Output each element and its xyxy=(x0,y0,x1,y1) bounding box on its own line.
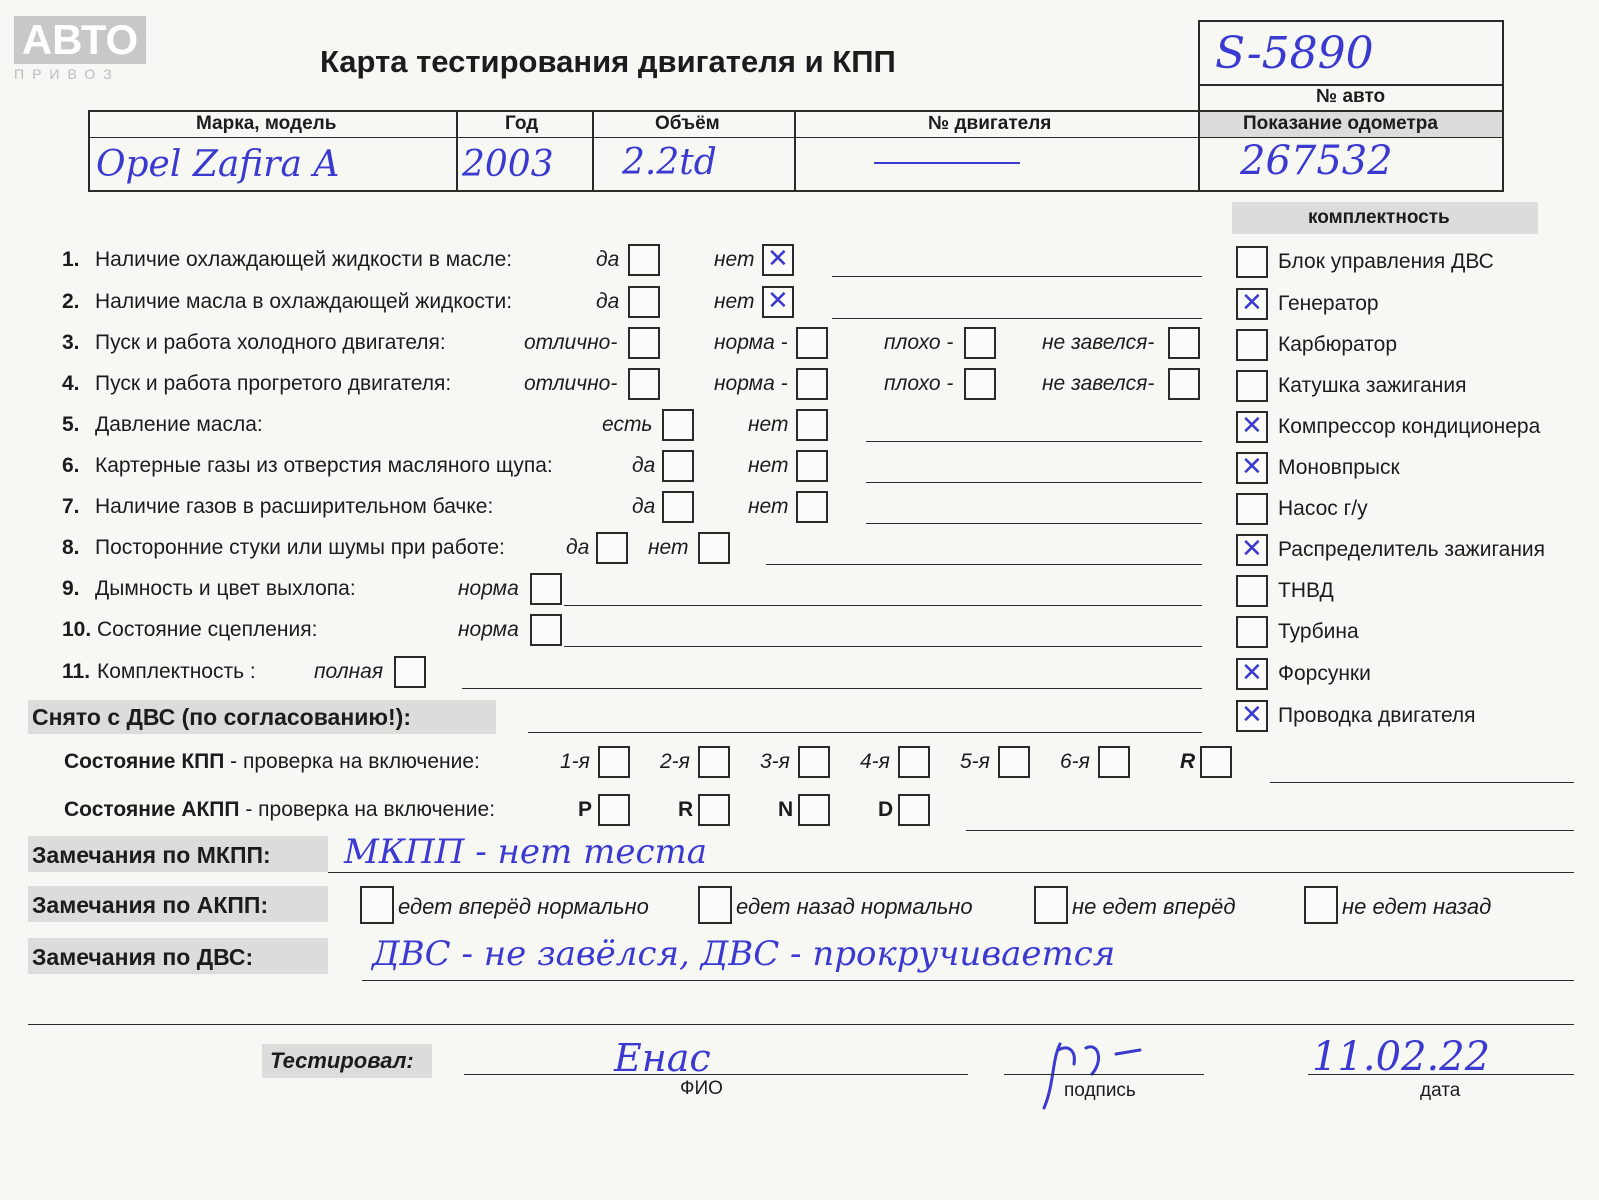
q2-no-check-mark: ✕ xyxy=(767,286,789,316)
q4-not-started-checkbox[interactable] xyxy=(1168,368,1200,400)
kit-title: комплектность xyxy=(1308,207,1450,228)
kit-mono-injection-label: Моновпрыск xyxy=(1278,456,1400,479)
q3-not-started-checkbox[interactable] xyxy=(1168,327,1200,359)
q10-notes-line xyxy=(564,646,1202,647)
q3-opt-normal: норма - xyxy=(714,331,788,354)
q3-opt-not-started: не завелся- xyxy=(1042,331,1155,354)
kpp-gear-1-checkbox[interactable] xyxy=(598,746,630,778)
kit-injectors-check-mark: ✕ xyxy=(1241,658,1263,688)
q10-normal-checkbox[interactable] xyxy=(530,614,562,646)
q8-text: Посторонние стуки или шумы при работе: xyxy=(95,536,505,559)
q2-yes-checkbox[interactable] xyxy=(628,286,660,318)
kit-ac-compressor-label: Компрессор кондиционера xyxy=(1278,415,1541,438)
kit-wiring-check-mark: ✕ xyxy=(1241,700,1263,730)
q7-opt-yes: да xyxy=(632,495,656,518)
q7-num: 7. xyxy=(62,495,80,518)
logo-text: АВТО xyxy=(14,16,146,64)
kpp-label-bold: Состояние КПП xyxy=(64,750,225,773)
kit-ecu-checkbox[interactable] xyxy=(1236,246,1268,278)
kit-generator-label: Генератор xyxy=(1278,292,1379,315)
q9-text: Дымность и цвет выхлопа: xyxy=(95,577,356,600)
kit-carburetor-checkbox[interactable] xyxy=(1236,329,1268,361)
akpp-label-rest: - проверка на включение: xyxy=(239,798,496,821)
q8-opt-no: нет xyxy=(648,536,689,559)
q5-opt-no: нет xyxy=(748,413,789,436)
akpp-no-backward-label: не едет назад xyxy=(1342,894,1492,919)
kit-mono-injection-check-mark: ✕ xyxy=(1241,452,1263,482)
kit-turbo-label: Турбина xyxy=(1278,620,1359,643)
year-value[interactable]: 2003 xyxy=(462,144,554,185)
q9-num: 9. xyxy=(62,577,80,600)
akpp-gear-p-checkbox[interactable] xyxy=(598,794,630,826)
kpp-label-rest: - проверка на включение: xyxy=(224,750,480,773)
logo xyxy=(14,16,146,82)
q1-opt-no: нет xyxy=(714,248,755,271)
date-line xyxy=(1308,1074,1574,1075)
q3-opt-excellent: отлично- xyxy=(524,331,618,354)
q2-notes-line xyxy=(832,318,1202,319)
akpp-forward-normal-checkbox[interactable] xyxy=(360,886,394,924)
removed-line xyxy=(528,732,1202,733)
q8-opt-yes: да xyxy=(566,536,590,559)
col-header-year: Год xyxy=(505,113,539,134)
q1-num: 1. xyxy=(62,248,80,271)
q11-notes-line xyxy=(462,688,1202,689)
akpp-gear-p-label: P xyxy=(578,798,593,821)
q3-num: 3. xyxy=(62,331,80,354)
akpp-gear-n-checkbox[interactable] xyxy=(798,794,830,826)
kpp-gear-6-label: 6-я xyxy=(1060,750,1090,773)
akpp-forward-normal-label: едет вперёд нормально xyxy=(398,894,649,919)
dvs-remarks-line xyxy=(362,980,1574,981)
kpp-gear-2-checkbox[interactable] xyxy=(698,746,730,778)
auto-number-label: № авто xyxy=(1316,86,1386,107)
q6-no-checkbox[interactable] xyxy=(796,450,828,482)
fio-label: ФИО xyxy=(680,1078,723,1099)
kpp-gear-r-checkbox[interactable] xyxy=(1200,746,1232,778)
q10-num: 10. xyxy=(62,618,92,641)
q3-normal-checkbox[interactable] xyxy=(796,327,828,359)
col-header-model: Марка, модель xyxy=(196,113,337,134)
q3-bad-checkbox[interactable] xyxy=(964,327,996,359)
removed-label: Снято с ДВС (по согласованию!): xyxy=(32,704,411,730)
kit-power-steering-pump-label: Насос г/у xyxy=(1278,497,1368,520)
q8-no-checkbox[interactable] xyxy=(698,532,730,564)
q6-text: Картерные газы из отверстия масляного щупа: xyxy=(95,454,553,477)
akpp-gear-d-label: D xyxy=(878,798,894,821)
q2-opt-yes: да xyxy=(596,290,620,313)
signature-label: подпись xyxy=(1064,1080,1136,1101)
kit-power-steering-pump-checkbox[interactable] xyxy=(1236,493,1268,525)
akpp-backward-normal-checkbox[interactable] xyxy=(698,886,732,924)
akpp-notes-line xyxy=(966,830,1574,831)
q8-yes-checkbox[interactable] xyxy=(596,532,628,564)
model-value[interactable]: Opel Zafira A xyxy=(96,144,340,185)
kit-ignition-coil-label: Катушка зажигания xyxy=(1278,374,1467,397)
q8-num: 8. xyxy=(62,536,80,559)
q10-opt-normal: норма xyxy=(458,618,519,641)
q5-text: Давление масла: xyxy=(95,413,263,436)
q4-num: 4. xyxy=(62,372,80,395)
q1-notes-line xyxy=(832,276,1202,277)
kpp-gear-2-label: 2-я xyxy=(660,750,690,773)
q6-num: 6. xyxy=(62,454,80,477)
q9-notes-line xyxy=(564,605,1202,606)
kpp-gear-r-label: R xyxy=(1180,750,1196,773)
q4-normal-checkbox[interactable] xyxy=(796,368,828,400)
kit-distributor-label: Распределитель зажигания xyxy=(1278,538,1546,561)
q11-full-checkbox[interactable] xyxy=(394,656,426,688)
odometer-value[interactable]: 267532 xyxy=(1240,138,1393,184)
q4-opt-not-started: не завелся- xyxy=(1042,372,1155,395)
akpp-gear-r-label: R xyxy=(678,798,694,821)
q5-num: 5. xyxy=(62,413,80,436)
q4-opt-bad: плохо - xyxy=(884,372,954,395)
mkpp-remarks-value[interactable]: МКПП - нет теста xyxy=(344,832,708,872)
q1-text: Наличие охлаждающей жидкости в масле: xyxy=(95,248,513,271)
akpp-gear-d-checkbox[interactable] xyxy=(898,794,930,826)
q7-yes-checkbox[interactable] xyxy=(662,491,694,523)
kpp-gear-5-checkbox[interactable] xyxy=(998,746,1030,778)
q4-opt-excellent: отлично- xyxy=(524,372,618,395)
q4-bad-checkbox[interactable] xyxy=(964,368,996,400)
akpp-no-forward-label: не едет вперёд xyxy=(1072,894,1236,919)
akpp-label-bold: Состояние АКПП xyxy=(64,798,240,821)
q9-normal-checkbox[interactable] xyxy=(530,573,562,605)
volume-value[interactable]: 2.2td xyxy=(622,142,717,183)
kit-wiring-label: Проводка двигателя xyxy=(1278,704,1476,727)
q5-yes-checkbox[interactable] xyxy=(662,409,694,441)
akpp-gear-n-label: N xyxy=(778,798,794,821)
q6-notes-line xyxy=(866,482,1202,483)
q11-opt-full: полная xyxy=(314,660,384,683)
q4-text: Пуск и работа прогретого двигателя: xyxy=(95,372,452,395)
q2-opt-no: нет xyxy=(714,290,755,313)
q1-no-check-mark: ✕ xyxy=(767,244,789,274)
dvs-remarks-value[interactable]: ДВС - не завёлся, ДВС - прокручивается xyxy=(372,934,1116,974)
col-divider-2 xyxy=(592,110,594,192)
extra-remarks-line xyxy=(28,1024,1574,1025)
kpp-notes-line xyxy=(1270,782,1574,783)
q7-no-checkbox[interactable] xyxy=(796,491,828,523)
q2-text: Наличие масла в охлаждающей жидкости: xyxy=(95,290,513,313)
q11-num: 11. xyxy=(62,660,91,683)
q1-opt-yes: да xyxy=(596,248,620,271)
page-title: Карта тестирования двигателя и КПП xyxy=(320,44,896,79)
q7-text: Наличие газов в расширительном бачке: xyxy=(95,495,494,518)
akpp-no-backward-checkbox[interactable] xyxy=(1304,886,1338,924)
mkpp-remarks-line xyxy=(328,872,1574,873)
q2-num: 2. xyxy=(62,290,80,313)
q1-yes-checkbox[interactable] xyxy=(628,244,660,276)
kpp-gear-3-label: 3-я xyxy=(760,750,790,773)
mkpp-remarks-label: Замечания по МКПП: xyxy=(32,842,271,868)
akpp-label xyxy=(64,798,495,822)
q5-opt-yes: есть xyxy=(602,413,653,436)
kit-turbo-checkbox[interactable] xyxy=(1236,616,1268,648)
kpp-gear-3-checkbox[interactable] xyxy=(798,746,830,778)
engine-no-dash xyxy=(874,162,1020,164)
q6-yes-checkbox[interactable] xyxy=(662,450,694,482)
col-divider-3 xyxy=(794,110,796,192)
col-header-odometer: Показание одометра xyxy=(1243,113,1438,134)
date-value[interactable]: 11.02.22 xyxy=(1312,1034,1491,1080)
q3-opt-bad: плохо - xyxy=(884,331,954,354)
q9-opt-normal: норма xyxy=(458,577,519,600)
q6-opt-no: нет xyxy=(748,454,789,477)
fio-value[interactable]: Енас xyxy=(614,1036,711,1080)
q8-notes-line xyxy=(766,564,1202,565)
kit-ignition-coil-checkbox[interactable] xyxy=(1236,370,1268,402)
auto-number-value[interactable]: S-5890 xyxy=(1215,28,1374,79)
kit-generator-check-mark: ✕ xyxy=(1241,288,1263,318)
q4-opt-normal: норма - xyxy=(714,372,788,395)
akpp-no-forward-checkbox[interactable] xyxy=(1034,886,1068,924)
q4-excellent-checkbox[interactable] xyxy=(628,368,660,400)
akpp-remarks-label: Замечания по АКПП: xyxy=(32,892,269,918)
tested-label: Тестировал: xyxy=(270,1048,414,1073)
q3-text: Пуск и работа холодного двигателя: xyxy=(95,331,446,354)
q10-text: Состояние сцепления: xyxy=(97,618,318,641)
kit-ac-compressor-check-mark: ✕ xyxy=(1241,411,1263,441)
kpp-gear-5-label: 5-я xyxy=(960,750,990,773)
col-divider-1 xyxy=(456,110,458,192)
q5-no-checkbox[interactable] xyxy=(796,409,828,441)
kit-injection-pump-checkbox[interactable] xyxy=(1236,575,1268,607)
q5-notes-line xyxy=(866,441,1202,442)
kpp-gear-6-checkbox[interactable] xyxy=(1098,746,1130,778)
akpp-gear-r-checkbox[interactable] xyxy=(698,794,730,826)
col-divider-4 xyxy=(1198,110,1200,192)
col-header-engine-no: № двигателя xyxy=(928,113,1052,134)
akpp-backward-normal-label: едет назад нормально xyxy=(736,894,973,919)
q7-opt-no: нет xyxy=(748,495,789,518)
kit-injectors-label: Форсунки xyxy=(1278,662,1371,685)
q7-notes-line xyxy=(866,523,1202,524)
kit-distributor-check-mark: ✕ xyxy=(1241,534,1263,564)
kit-ecu-label: Блок управления ДВС xyxy=(1278,250,1494,273)
logo-subtext: ПРИВОЗ xyxy=(14,66,120,82)
kit-injection-pump-label: ТНВД xyxy=(1278,579,1334,602)
kpp-gear-4-checkbox[interactable] xyxy=(898,746,930,778)
kit-carburetor-label: Карбюратор xyxy=(1278,333,1398,356)
kpp-label xyxy=(64,750,480,774)
q6-opt-yes: да xyxy=(632,454,656,477)
q11-text: Комплектность : xyxy=(97,660,256,683)
kpp-gear-4-label: 4-я xyxy=(860,750,890,773)
fio-line xyxy=(464,1074,968,1075)
signature-line xyxy=(1004,1074,1204,1075)
col-header-volume: Объём xyxy=(655,113,720,134)
dvs-remarks-label: Замечания по ДВС: xyxy=(32,944,254,970)
kpp-gear-1-label: 1-я xyxy=(560,750,590,773)
q3-excellent-checkbox[interactable] xyxy=(628,327,660,359)
date-label: дата xyxy=(1420,1080,1461,1101)
